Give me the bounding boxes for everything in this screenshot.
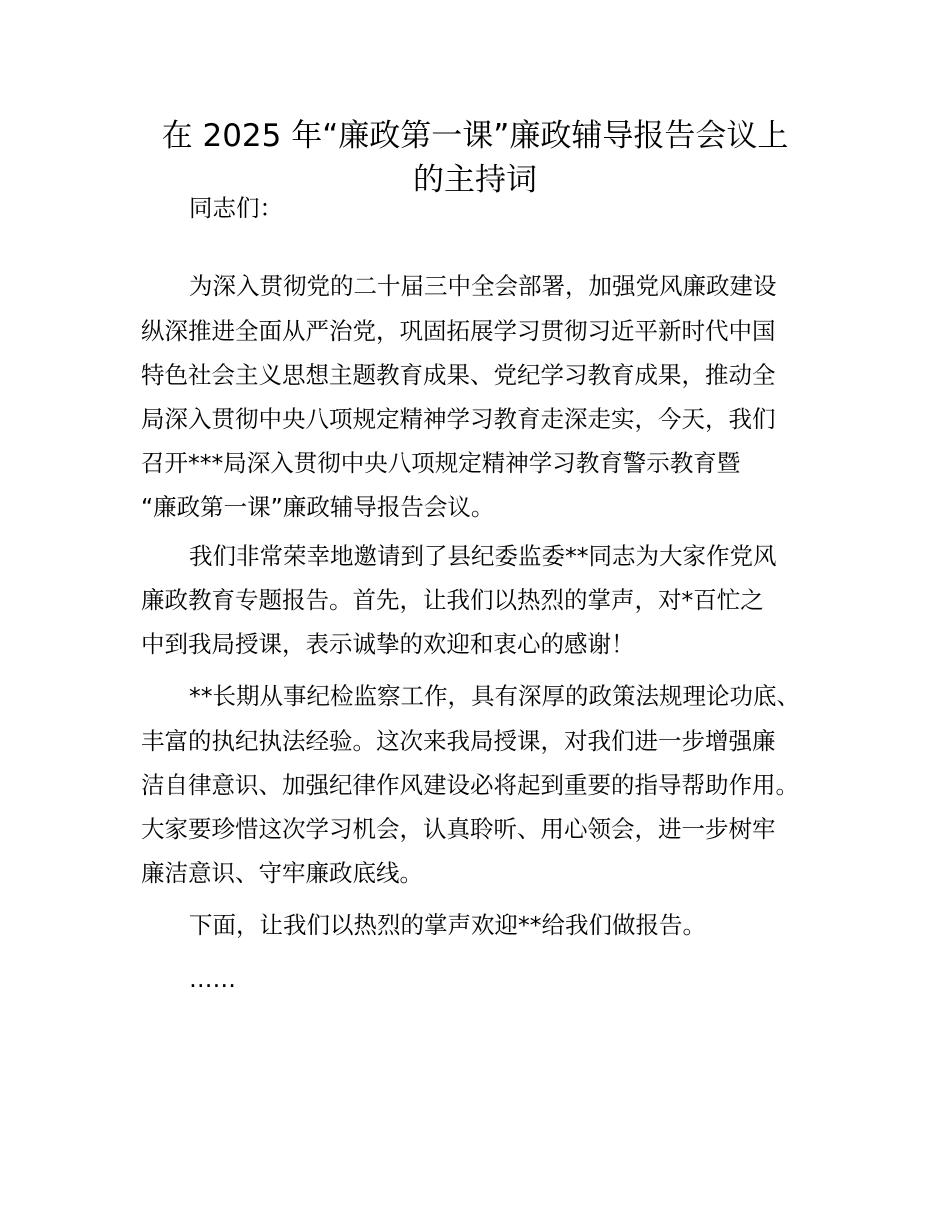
ellipsis: …… bbox=[189, 965, 236, 993]
paragraph-1-line: 特色社会主义思想主题教育成果、党纪学习教育成果，推动全 bbox=[141, 361, 776, 389]
salutation: 同志们： bbox=[189, 194, 283, 222]
paragraph-3-line: 大家要珍惜这次学习机会，认真聆听、用心领会，进一步树牢 bbox=[141, 815, 776, 843]
document-title-line-1: 在 2025 年“廉政第一课”廉政辅导报告会议上 bbox=[161, 118, 789, 154]
paragraph-1-line: “廉政第一课”廉政辅导报告会议。 bbox=[141, 493, 495, 521]
paragraph-3-line: 丰富的执纪执法经验。这次来我局授课，对我们进一步增强廉 bbox=[141, 727, 776, 755]
paragraph-2-line: 中到我局授课，表示诚挚的欢迎和衷心的感谢！ bbox=[141, 630, 635, 658]
paragraph-3-line: 洁自律意识、加强纪律作风建设必将起到重要的指导帮助作用。 bbox=[141, 771, 799, 799]
paragraph-1-line: 纵深推进全面从严治党，巩固拓展学习贯彻习近平新时代中国 bbox=[141, 317, 776, 345]
paragraph-3-line: **长期从事纪检监察工作，具有深厚的政策法规理论功底、 bbox=[189, 682, 800, 710]
paragraph-4-line: 下面，让我们以热烈的掌声欢迎**给我们做报告。 bbox=[189, 911, 706, 939]
paragraph-1-line: 为深入贯彻党的二十届三中全会部署，加强党风廉政建设 bbox=[189, 272, 777, 300]
paragraph-3-line: 廉洁意识、守牢廉政底线。 bbox=[141, 859, 423, 887]
paragraph-1-line: 局深入贯彻中央八项规定精神学习教育走深走实，今天，我们 bbox=[141, 405, 776, 433]
paragraph-1-line: 召开***局深入贯彻中央八项规定精神学习教育警示教育暨 bbox=[141, 449, 741, 477]
document-title-line-2: 的主持词 bbox=[413, 162, 537, 198]
paragraph-2-line: 我们非常荣幸地邀请到了县纪委监委**同志为大家作党风 bbox=[189, 542, 777, 570]
paragraph-2-line: 廉政教育专题报告。首先，让我们以热烈的掌声，对*百忙之 bbox=[141, 586, 764, 614]
